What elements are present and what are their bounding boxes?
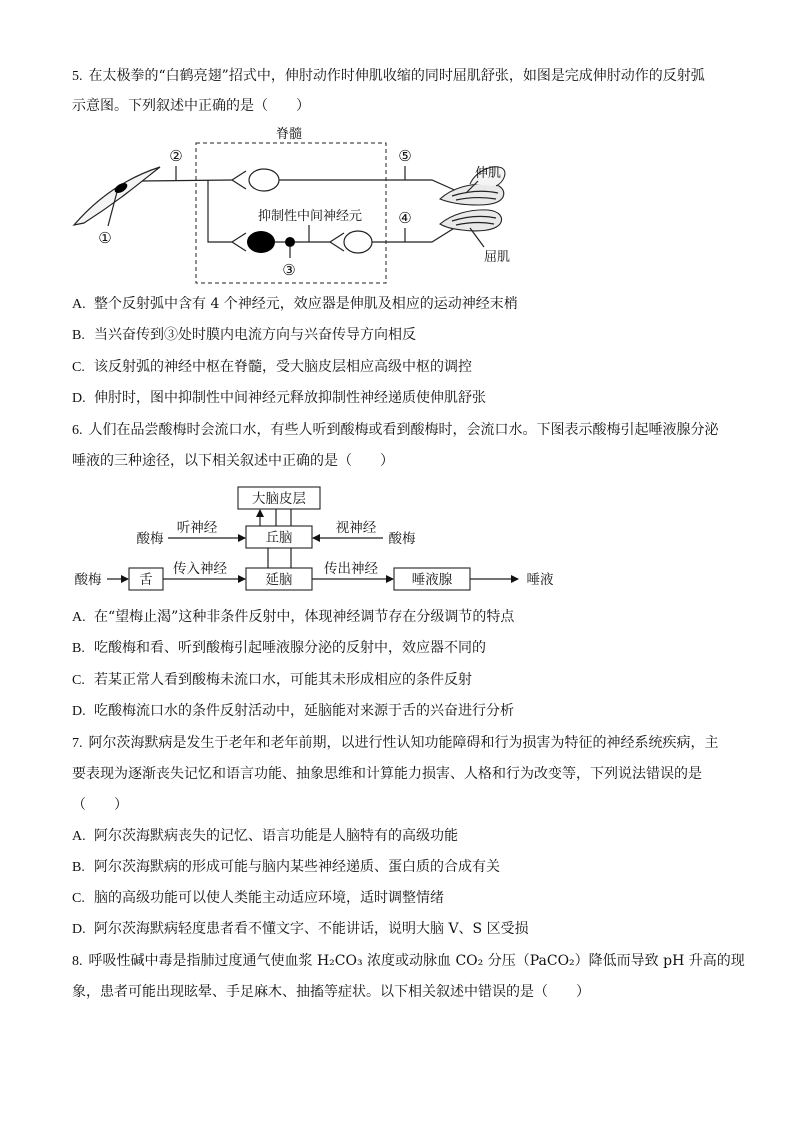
afferent-fiber — [142, 180, 232, 181]
plum-seeing-label: 酸梅 — [388, 531, 416, 547]
q6-option-b-text: 吃酸梅和看、听到酸梅引起唾液腺分泌的反射中，效应器不同的 — [94, 640, 486, 656]
cerebral-cortex-label: 大脑皮层 — [252, 491, 306, 507]
plum-hearing-label: 酸梅 — [136, 531, 164, 547]
q8-stem-line-2: 象，患者可能出现眩晕、手足麻木、抽搐等症状。以下相关叙述中错误的是（ ） — [72, 984, 590, 1000]
marker-2: ② — [169, 147, 183, 165]
optic-nerve-label: 视神经 — [335, 520, 377, 536]
q6-option-a-text: 在“望梅止渴”这种非条件反射中，体现神经调节存在分级调节的特点 — [94, 609, 515, 625]
q7-stem-line-2: 要表现为逐渐丧失记忆和语言功能、抽象思维和计算能力损害、人格和行为改变等，下列说法错误的是 — [72, 766, 702, 782]
marker-5: ⑤ — [398, 147, 412, 165]
q7-stem-line-3: （ ） — [72, 797, 128, 813]
q5-option-a — [72, 294, 518, 314]
plum-eating-label: 酸梅 — [74, 572, 102, 588]
extensor-motor-fiber — [279, 180, 468, 196]
q5-option-a-letter: A. — [72, 297, 86, 312]
q6-option-b — [72, 638, 486, 658]
interneuron-label: 抑制性中间神经元 — [257, 209, 363, 224]
q6-option-a-letter: A. — [72, 610, 86, 625]
q5-option-b-letter: B. — [72, 328, 85, 343]
efferent-nerve-label: 传出神经 — [324, 561, 378, 577]
q8-stem-text-1: 呼吸性碱中毒是指肺过度通气使血浆 H₂CO₃ 浓度或动脉血 CO₂ 分压（PaCO₂）降低而导致 pH 升高的现 — [88, 953, 745, 969]
afferent-branch — [208, 180, 232, 242]
q7-option-c — [72, 888, 444, 908]
flexor-label: 屈肌 — [483, 250, 511, 265]
q7-number: 7. — [72, 736, 83, 751]
salivation-pathway-diagram — [0, 482, 794, 594]
q5-option-a-text: 整个反射弧中含有 4 个神经元，效应器是伸肌及相应的运动神经末梢 — [94, 296, 518, 312]
reflex-arc-diagram — [0, 118, 794, 290]
saliva-label: 唾液 — [526, 572, 554, 588]
synapse-upper — [232, 171, 246, 189]
spinal-cord-label: 脊髓 — [275, 127, 303, 142]
q6-option-c-letter: C. — [72, 673, 85, 688]
flexor-muscle — [440, 210, 502, 231]
afferent-nerve-label: 传入神经 — [173, 561, 227, 577]
q5-stem-line-1 — [72, 66, 705, 86]
q6-stem-line-2: 唾液的三种途径，以下相关叙述中正确的是（ ） — [72, 453, 394, 469]
q7-option-b — [72, 857, 500, 877]
medulla-label: 延脑 — [265, 572, 293, 588]
q7-stem-text-1: 阿尔茨海默病是发生于老年和老年前期，以进行性认知功能障碍和行为损害为特征的神经系统疾病，主 — [88, 735, 719, 751]
marker-4: ④ — [398, 209, 412, 227]
extensor-label: 伸肌 — [474, 166, 502, 181]
q6-stem-line-1 — [72, 420, 719, 440]
point-3-dot — [285, 237, 295, 247]
q7-option-c-text: 脑的高级功能可以使人类能主动适应环境，适时调整情绪 — [94, 890, 444, 906]
q7-option-b-letter: B. — [72, 860, 85, 875]
q6-option-c — [72, 670, 472, 690]
q7-option-d-letter: D. — [72, 922, 86, 937]
salivary-gland-label: 唾液腺 — [411, 572, 453, 588]
extensor-motor-neuron-body — [249, 169, 279, 191]
q7-stem-line-1 — [72, 733, 719, 753]
q7-option-a-text: 阿尔茨海默病丧失的记忆、语言功能是人脑特有的高级功能 — [94, 828, 458, 844]
q6-option-d-text: 吃酸梅流口水的条件反射活动中，延脑能对来源于舌的兴奋进行分析 — [94, 703, 514, 719]
q7-option-b-text: 阿尔茨海默病的形成可能与脑内某些神经递质、蛋白质的合成有关 — [94, 859, 500, 875]
thalamus-label: 丘脑 — [265, 530, 293, 546]
q5-number: 5. — [72, 69, 83, 84]
synapse-lower-right — [330, 233, 344, 251]
marker-1: ① — [98, 229, 112, 247]
tongue-label: 舌 — [139, 572, 153, 588]
q6-option-b-letter: B. — [72, 641, 85, 656]
q6-option-c-text: 若某正常人看到酸梅未流口水，可能其未形成相应的条件反射 — [94, 672, 472, 688]
q5-option-b-text: 当兴奋传到③处时膜内电流方向与兴奋传导方向相反 — [94, 327, 416, 343]
flexor-motor-neuron-body — [344, 231, 372, 253]
q7-option-d-text: 阿尔茨海默病轻度患者看不懂文字、不能讲话，说明大脑 V、S 区受损 — [94, 921, 529, 937]
q5-option-c — [72, 357, 472, 377]
q5-option-c-text: 该反射弧的神经中枢在脊髓，受大脑皮层相应高级中枢的调控 — [94, 359, 472, 375]
q6-option-d — [72, 701, 514, 721]
marker-3: ③ — [282, 261, 296, 279]
q6-option-a — [72, 607, 514, 627]
q7-option-c-letter: C. — [72, 891, 85, 906]
q5-option-c-letter: C. — [72, 360, 85, 375]
q5-option-d — [72, 388, 486, 408]
q6-option-d-letter: D. — [72, 704, 86, 719]
q6-number: 6. — [72, 423, 83, 438]
auditory-nerve-label: 听神经 — [176, 520, 218, 536]
q7-option-a — [72, 826, 458, 846]
inhibitory-interneuron-body — [247, 231, 275, 253]
q5-stem-line-2: 示意图。下列叙述中正确的是（ ） — [72, 98, 310, 114]
q7-option-a-letter: A. — [72, 829, 86, 844]
q6-stem-text-1: 人们在品尝酸梅时会流口水，有些人听到酸梅或看到酸梅时，会流口水。下图表示酸梅引起唾液腺分泌 — [88, 422, 719, 438]
receptor-skin — [74, 167, 160, 225]
q5-option-b — [72, 325, 416, 345]
q8-stem-line-1 — [72, 951, 745, 971]
q5-option-d-letter: D. — [72, 391, 86, 406]
q5-option-d-text: 伸肘时，图中抑制性中间神经元释放抑制性神经递质使伸肌舒张 — [94, 390, 486, 406]
q7-option-d — [72, 919, 529, 939]
q8-number: 8. — [72, 954, 83, 969]
q5-stem-text-1: 在太极拳的“白鹤亮翅”招式中，伸肘动作时伸肌收缩的同时屈肌舒张，如图是完成伸肘动作的反射弧 — [88, 68, 705, 84]
synapse-lower-left — [232, 233, 246, 251]
